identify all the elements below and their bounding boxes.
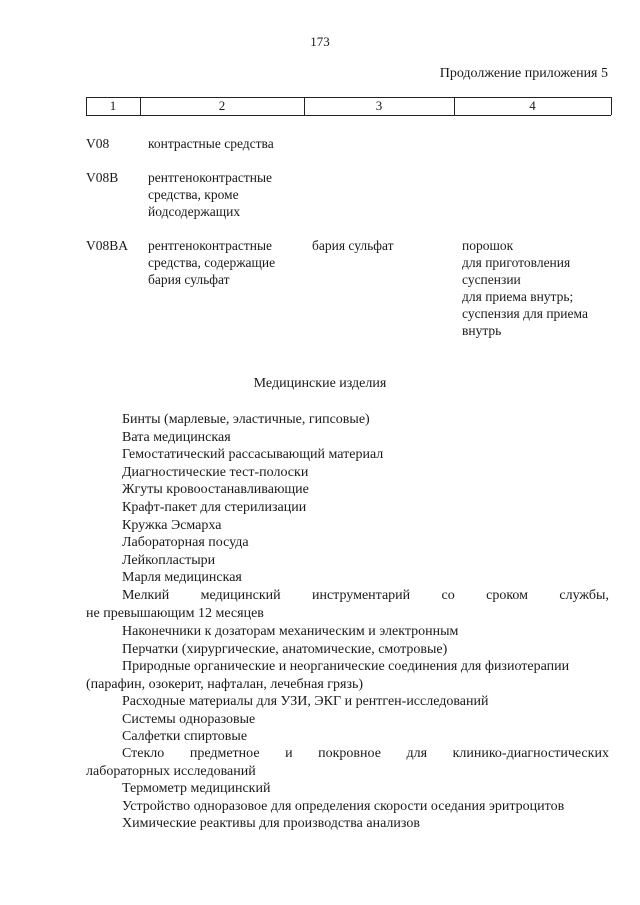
table-header-col-1: 1 bbox=[109, 98, 117, 113]
table-row-group bbox=[148, 169, 272, 220]
section-title: Медицинские изделия bbox=[253, 376, 387, 391]
item-list bbox=[122, 623, 569, 676]
table-row-form bbox=[462, 237, 588, 339]
table-row-group-line: средства, содержащие bbox=[148, 255, 276, 270]
page-number: 173 bbox=[310, 34, 330, 49]
list-item: Лейкопластыри bbox=[122, 552, 216, 568]
table-row-group-line: йодсодержащих bbox=[148, 204, 241, 219]
list-item: Салфетки спиртовые bbox=[122, 729, 248, 745]
continuation-label: Продолжение приложения 5 bbox=[439, 66, 608, 81]
table-row-group-line: средства, кроме bbox=[148, 187, 239, 202]
table-row-form-line: для приема внутрь; bbox=[462, 289, 574, 304]
list-item-continuation: не превышающим 12 месяцев bbox=[86, 606, 264, 621]
table-row-form-line: суспензия для приема bbox=[462, 306, 588, 321]
word: покровное bbox=[318, 746, 381, 761]
table-row-substance: бария сульфат bbox=[312, 238, 394, 253]
table-row-group bbox=[148, 237, 275, 288]
list-item: Химические реактивы для производства анализов bbox=[122, 816, 420, 832]
list-item: Крафт-пакет для стерилизации bbox=[122, 499, 307, 515]
word: клинико-диагностических bbox=[452, 746, 609, 761]
list-item-instruments bbox=[122, 587, 609, 605]
table-header-col-2: 2 bbox=[218, 98, 226, 113]
word: сроком bbox=[486, 588, 529, 603]
list-item: Марля медицинская bbox=[122, 570, 242, 586]
table-row-form-line: суспензии bbox=[462, 272, 521, 287]
table-row-code: V08B bbox=[86, 170, 119, 185]
word: Мелкий bbox=[122, 588, 170, 603]
list-item: Гемостатический рассасывающий материал bbox=[122, 447, 384, 463]
list-item: Кружка Эсмарха bbox=[122, 517, 222, 533]
table-header-bottom-border bbox=[86, 115, 611, 116]
list-item: Вата медицинская bbox=[122, 429, 231, 445]
word: медицинский bbox=[200, 588, 281, 603]
table-row-group: контрастные средства bbox=[148, 136, 274, 151]
list-item: Расходные материалы для УЗИ, ЭКГ и рентген-исследований bbox=[122, 694, 489, 709]
item-list bbox=[122, 780, 564, 833]
word: Стекло bbox=[122, 746, 165, 761]
list-item: Системы одноразовые bbox=[122, 711, 256, 727]
table-row-form-line: для приготовления bbox=[462, 255, 571, 270]
word: службы, bbox=[559, 588, 609, 603]
table-row-group-line: бария сульфат bbox=[148, 272, 230, 287]
table-row-code: V08 bbox=[86, 136, 110, 151]
list-item: Наконечники к дозаторам механическим и электронным bbox=[122, 624, 459, 639]
list-item-continuation: (парафин, озокерит, нафталан, лечебная грязь) bbox=[86, 677, 364, 692]
list-item: Бинты (марлевые, эластичные, гипсовые) bbox=[122, 412, 370, 427]
word: инструментарий bbox=[311, 588, 411, 603]
table-header-col-3: 3 bbox=[375, 98, 383, 113]
item-list bbox=[122, 411, 383, 587]
table-row-form-line: порошок bbox=[462, 238, 514, 253]
word: со bbox=[441, 588, 455, 603]
table-row-code: V08BA bbox=[86, 238, 129, 253]
list-item: Термометр медицинский bbox=[122, 781, 271, 796]
table-row-group-line: рентгеноконтрастные bbox=[148, 238, 273, 253]
word: предметное bbox=[189, 746, 260, 761]
table-header-col-4: 4 bbox=[529, 98, 536, 113]
list-item-glass bbox=[122, 745, 609, 763]
item-list bbox=[122, 693, 489, 746]
list-item: Диагностические тест-полоски bbox=[122, 464, 309, 480]
table-row-group-line: рентгеноконтрастные bbox=[148, 170, 273, 185]
list-item: Жгуты кровоостанавливающие bbox=[122, 482, 309, 498]
table-row-form-line: внутрь bbox=[462, 323, 502, 338]
list-item: Устройство одноразовое для определения скорости оседания эритроцитов bbox=[122, 798, 565, 814]
list-item: Природные органические и неорганические соединения для физиотерапии bbox=[122, 659, 570, 675]
list-item-continuation: лабораторных исследований bbox=[86, 764, 256, 779]
word: для bbox=[406, 746, 428, 761]
table-header-divider bbox=[611, 97, 612, 115]
word: и bbox=[285, 746, 293, 761]
list-item: Лабораторная посуда bbox=[122, 535, 249, 551]
list-item: Перчатки (хирургические, анатомические, смотровые) bbox=[122, 641, 448, 657]
